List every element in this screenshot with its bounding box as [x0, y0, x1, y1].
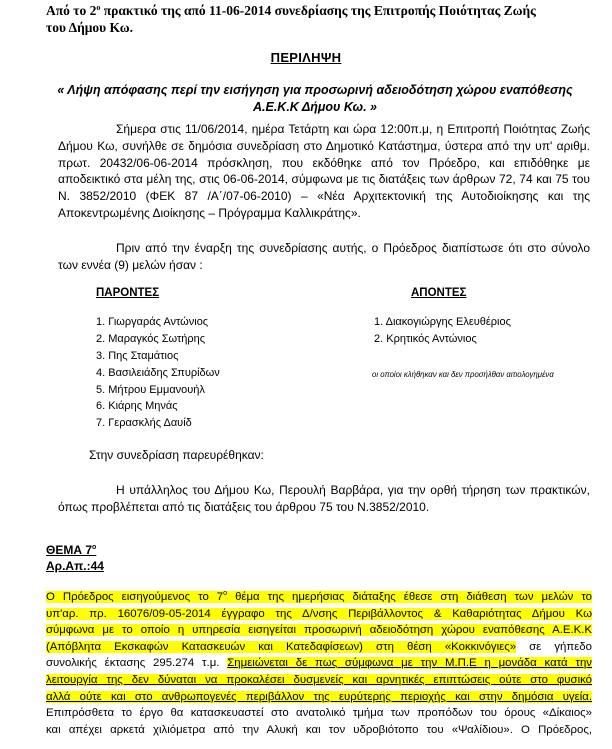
attended-label: Στην συνεδρίαση παρευρέθηκαν:: [89, 448, 264, 462]
absent-member-2: 2. Κρητικός Αντώνιος: [374, 332, 477, 345]
body-line-1: [46, 589, 592, 606]
body-line-6: [46, 672, 592, 689]
topic-label: [46, 543, 96, 557]
body-line-8: Επιπρόσθετα το έργο θα κατασκευαστεί στο ανατολικό τμήμα των προπόδων του όρους «Δίκαιος»: [46, 707, 592, 720]
body-line-2-highlight: υπ'αρ. πρ. 16076/09-05-2014 έγγραφο της Δ/νσης Περιβάλλοντος & Καθαριότητας Δήμου Κω: [46, 607, 592, 620]
intro-paragraph: Σήμερα στις 11/06/2014, ημέρα Τετάρτη και ώρα 12:00π.μ, η Επιτροπή Ποιότητας Ζωής Δήμου Κω, συνήλθε σε δημόσια συνεδρίαση στο Δημοτικό Κατάστημα, ύστερα από την υπ' αριθμ. πρωτ. 20432/06-06-2014 πρόσκληση, που εκδόθηκε από τον Πρόεδρο, και επιδόθηκε με αποδεικτικό στα μέλη της, στις 06-06-2014, σύμφωνα με τις διατάξεις των άρθρων 72, 74 και 75 του Ν. 3852/2010 (ΦΕΚ 87 /Α΄/07-06-2010) – «Νέα Αρχιτεκτονική της Αυτοδιοίκησης και της Αποκεντρωμένης Διοίκησης – Πρόγραμμα Καλλικράτης».: [58, 122, 590, 220]
body-line-1-highlight: [46, 591, 592, 603]
topic-body: [46, 589, 592, 738]
body-line-1-superscript: ο: [223, 590, 228, 597]
body-line-3-highlight: σύμφωνα με το οποίο η υπηρεσία εισηγείται προσωρινή αδειοδότηση χώρου εναπόθεσης Α.Ε.Κ.Κ: [46, 624, 592, 637]
topic-label-text: ΘΕΜΑ 7: [46, 543, 93, 557]
topic-superscript: ο: [92, 544, 97, 551]
present-member-7: 7. Γερασκλής Δαυίδ: [96, 417, 192, 430]
present-member-1: 1. Γιωργαράς Αντώνιος: [96, 316, 209, 328]
absent-title: ΑΠΟΝΤΕΣ: [411, 287, 467, 299]
header-line-1: [46, 2, 596, 19]
quorum-paragraph: Πριν από την έναρξη της συνεδρίασης αυτής, ο Πρόεδρος διαπίστωσε ότι στο σύνολο των εννέα (9) μελών ήσαν :: [58, 241, 590, 272]
body-line-4-text: σε γήπεδο: [516, 640, 592, 653]
present-members-list: [96, 314, 220, 432]
absent-note: οι οποίοι κλήθηκαν και δεν προσήλθαν αιτιολογημένα: [372, 370, 554, 379]
present-member-5: 5. Μήτρου Εμμανουήλ: [96, 383, 205, 396]
body-line-5-highlight: Σημειώνεται δε πως σύμφωνα με την Μ.Π.Ε η μονάδα κατά την: [227, 657, 592, 670]
present-member-2: 2. Μαραγκός Σωτήρης: [96, 332, 206, 345]
header-line-2: του Δήμου Κω.: [46, 20, 134, 35]
present-title: ΠΑΡΟΝΤΕΣ: [96, 287, 160, 299]
decision-subject: « Λήψη απόφασης περί την εισήγηση για προσωρινή αδειοδότηση χώρου εναπόθεσης Α.Ε.Κ.Κ Δήμου Κω. »: [57, 83, 573, 114]
body-line-7: [46, 689, 592, 706]
absent-member-1: 1. Διακογιώργης Ελευθέριος: [374, 316, 511, 328]
body-line-4-highlight: (Απόβλητα Εκσκαφών Κατασκευών και Κατεδαφίσεων) στη θέση «Κοκκινόγιες»: [46, 640, 517, 653]
header-text-a: Από το 2: [46, 3, 97, 18]
absent-members-list: [374, 314, 511, 348]
body-line-1-text-a: Ο Πρόεδρος εισηγούμενος το 7: [46, 591, 224, 603]
body-line-9: και απέχει αρκετά χιλιόμετρα από την Αλυκή και τον υδροβιότοπο του «Ψαλίδιου». Ο Πρόεδρος,: [46, 723, 592, 736]
body-line-7-highlight: αλλά ούτε και στο ανθρωπογενές περιβάλλον της ευρύτερης περιοχής και στην δημόσια υγεία.: [46, 690, 592, 703]
body-line-6-highlight: λειτουργία της δεν δύναται να προκαλέσει δυσμενείς και αρνητικές επιπτώσεις ούτε στο φυσικό: [46, 673, 592, 686]
decision-number: Αρ.Απ.:44: [46, 559, 104, 573]
clerk-paragraph: Η υπάλληλος του Δήμου Κω, Περουλή Βαρβάρα, για την ορθή τήρηση των πρακτικών, όπως προβλέπεται από τις διατάξεις του άρθρου 75 του Ν.3852/2010.: [58, 483, 590, 514]
body-line-4: [46, 639, 592, 656]
summary-title: ΠΕΡΙΛΗΨΗ: [270, 50, 342, 65]
body-line-5-text: συνολικής έκτασης 295.274 τ.μ.: [46, 657, 228, 670]
header-text-b: πρακτικό της από 11-06-2014 συνεδρίασης της Επιτροπής Ποιότητας Ζωής: [100, 3, 536, 18]
body-line-3: [46, 622, 592, 639]
minutes-header: [46, 2, 596, 36]
header-superscript: ο: [96, 3, 101, 12]
body-line-5: [46, 655, 592, 672]
present-member-6: 6. Κιάρης Μηνάς: [96, 400, 178, 413]
body-line-2: [46, 606, 592, 623]
present-member-4: 4. Βασιλειάδης Σπυρίδων: [96, 366, 220, 379]
body-line-1-text-b: θέμα της ημερήσιας διάταξης έθεσε στη διάθεση των μελών το: [227, 591, 592, 603]
present-member-3: 3. Πης Σταμάτιος: [96, 349, 179, 362]
